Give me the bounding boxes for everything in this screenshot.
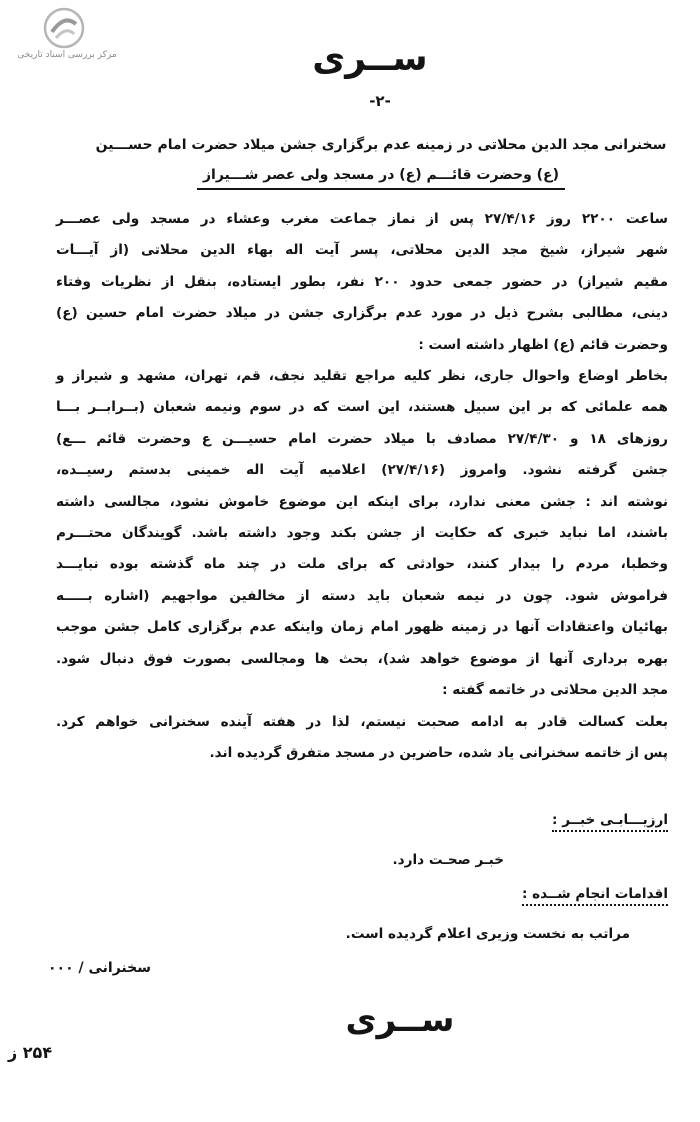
body-line: همه علمائی که بر این سبیل هستند، این است که در سوم ونیمه شعبان (بــرابــر بـــا <box>56 399 668 416</box>
body-line: وحضرت قائم (ع) اظهار داشته است : <box>418 336 668 353</box>
body-line: پس از خاتمه سخنرانی یاد شده، حاضرین در مسجد متفرق گردیده اند. <box>209 744 668 761</box>
report-body <box>56 204 668 769</box>
body-line: مجد الدین محلاتی در خاتمه گفته : <box>442 682 668 699</box>
body-line: بهائیان واعتقادات آنها در زمینه ظهور امام زمان واینکه عدم برگزاری کامل جشن موجب <box>56 619 668 636</box>
archive-logo-icon <box>42 6 86 50</box>
body-line: نوشته اند : جشن معنی ندارد، برای اینکه این موضوع خاموش نشود، مجالسی داشته <box>56 493 668 510</box>
archive-page-number: ۲۵۴ ز <box>8 1043 53 1062</box>
action-value: مراتب به نخست وزیری اعلام گردیده است. <box>345 926 630 942</box>
action-label: اقدامات انجام شــده : <box>522 886 668 902</box>
archive-watermark <box>8 6 126 68</box>
body-line: روزهای ۱۸ و ۲۷/۴/۳۰ مصادف با میلاد حضرت امام حسیـــن ع وحضرت قائم ـــع) <box>56 430 668 447</box>
body-line: بعلت کسالت قادر به ادامه صحبت نیستم، لذا در هفته آینده سخنرانی خواهم کرد. <box>56 713 668 730</box>
body-line: جشن گرفته نشود. وامروز (۲۷/۴/۱۶) اعلامیه آیت اله خمینی بدستم رسیــده، <box>56 462 668 479</box>
title-line-1: سخنرانی مجد الدین محلاتی در زمینه عدم برگزاری جشن میلاد حضرت امام حســـین <box>95 137 667 153</box>
body-line: باشند، اما نباید خبری که حکایت از جشن بکند وجود داشته باشد. گویندگان محتـــرم <box>56 525 668 542</box>
title-line-2: (ع) وحضرت قائـــم (ع) در مسجد ولی عصر شـــیراز <box>197 162 565 190</box>
assessment-label: ارزیـــابـی خبــر : <box>552 812 668 828</box>
body-line: بهره برداری آنها از موضوع خواهد شد)، بحث ها ومجالسی بصورت فوق دنبال شود. <box>56 650 668 667</box>
body-line: شهر شیراز، شیخ مجد الدین محلاتی، پسر آیت اله بهاء الدین محلاتی (از آیـــات <box>56 242 668 259</box>
document-title <box>90 130 672 190</box>
body-line: مقیم شیراز) در حضور جمعی حدود ۲۰۰ نفر، بطور ایستاده، بنقل از نظریات وفتاء <box>56 273 668 290</box>
assessment-value: خبـر صحـت دارد. <box>392 852 504 868</box>
classification-stamp-top: ســری <box>312 38 428 79</box>
page-number: -۲- <box>369 92 391 110</box>
body-line: فراموش شود. چون در نیمه شعبان باید دسته از مخالفین مواجهیم (اشاره بـــــه <box>56 587 668 604</box>
body-line: دینی، مطالبی بشرح ذیل در مورد عدم برگزاری جشن در میلاد حضرت امام حسین (ع) <box>56 305 668 322</box>
body-line: وخطبا، مردم را بیدار کنند، حوادثی که برای ملت در چند ماه گذشته بوده نبایـــد <box>56 556 668 573</box>
reference-code: سخنرانی / ۰۰۰ <box>48 960 152 976</box>
watermark-text: مرکز بررسی اسناد تاریخی <box>17 50 117 60</box>
body-line: بخاطر اوضاع واحوال جاری، نظر کلیه مراجع تقلید نجف، قم، تهران، مشهد و شیراز و <box>56 368 668 385</box>
classification-stamp-bottom: ســری <box>345 1000 455 1040</box>
body-line: ساعت ۲۲۰۰ روز ۲۷/۴/۱۶ پس از نماز جماعت مغرب وعشاء در مسجد ولی عصـــر <box>56 211 668 227</box>
